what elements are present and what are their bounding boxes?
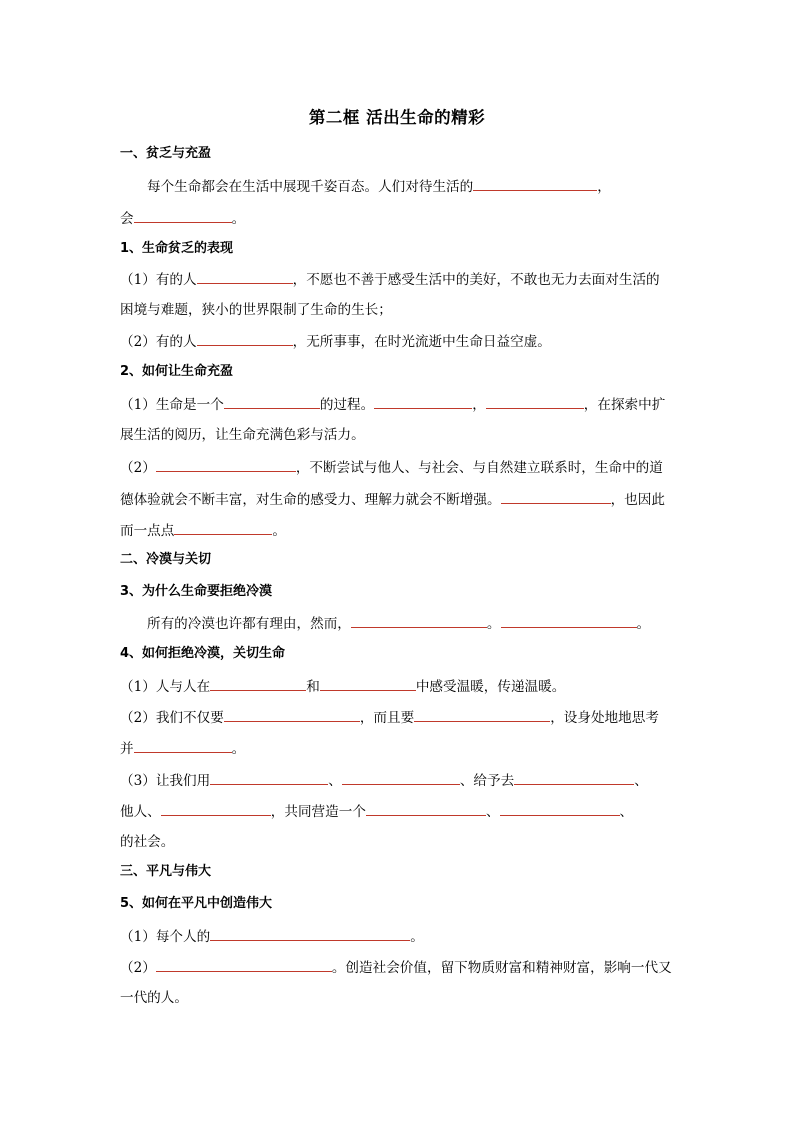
question-heading-4: 4、如何拒绝冷漠，关切生命 <box>120 646 286 661</box>
text: ，不愿也不善于感受生活中的美好，不敢也无力去面对生活的 <box>292 272 660 288</box>
text: 并 <box>120 741 134 757</box>
question-heading-3: 3、为什么生命要拒绝冷漠 <box>120 584 273 599</box>
text: （2）有的人 <box>120 334 197 350</box>
fill-blank[interactable] <box>156 457 296 472</box>
text: 所有的冷漠也许都有理由，然而， <box>147 616 351 632</box>
text: 他人、 <box>120 804 161 820</box>
fill-blank[interactable] <box>473 176 597 191</box>
fill-blank[interactable] <box>197 331 293 346</box>
paragraph-line <box>120 208 680 229</box>
item-line <box>120 457 680 478</box>
fill-blank[interactable] <box>134 738 232 753</box>
text: 、 <box>634 773 648 789</box>
section-heading-3: 三、平凡与伟大 <box>120 864 212 879</box>
item-line: 展生活的阅历，让生命充满色彩与活力。 <box>120 427 365 443</box>
item-line <box>120 957 680 978</box>
item-line: 的社会。 <box>120 834 175 850</box>
fill-blank[interactable] <box>501 489 611 504</box>
fill-blank[interactable] <box>134 208 232 223</box>
text: ， <box>472 397 486 413</box>
text: ，共同营造一个 <box>270 804 366 820</box>
text: 会 <box>120 211 134 227</box>
text: ，在探索中扩 <box>583 397 666 413</box>
fill-blank[interactable] <box>486 394 584 409</box>
paragraph-line <box>120 613 707 634</box>
item-line <box>120 520 680 541</box>
fill-blank[interactable] <box>210 770 328 785</box>
paragraph-line <box>120 176 707 197</box>
text: 。 <box>486 616 501 632</box>
text: 。 <box>636 616 651 632</box>
text: （3）让我们用 <box>120 773 211 789</box>
item-line <box>120 707 680 728</box>
item-line <box>120 394 680 415</box>
text: 和 <box>306 679 320 695</box>
fill-blank[interactable] <box>500 801 620 816</box>
fill-blank[interactable] <box>224 394 320 409</box>
item-line <box>120 331 680 352</box>
text: 的过程。 <box>319 397 375 413</box>
fill-blank[interactable] <box>501 613 637 628</box>
fill-blank[interactable] <box>161 801 271 816</box>
item-line <box>120 489 680 510</box>
text: 中感受温暖，传递温暖。 <box>415 679 566 695</box>
text: 。 <box>231 741 246 757</box>
text: 。创造社会价值，留下物质财富和精神财富，影响一代又 <box>331 960 672 976</box>
question-heading-2: 2、如何让生命充盈 <box>120 364 234 379</box>
fill-blank[interactable] <box>174 520 272 535</box>
text: ，设身处地地思考 <box>550 710 659 726</box>
text: ，也因此 <box>610 492 665 508</box>
fill-blank[interactable] <box>342 770 460 785</box>
section-heading-1: 一、贫乏与充盈 <box>120 146 212 161</box>
text: ，不断尝试与他人、与社会、与自然建立联系时，生命中的道 <box>295 460 663 476</box>
text: 德体验就会不断丰富，对生命的感受力、理解力就会不断增强。 <box>120 492 501 508</box>
text: ， <box>597 179 611 195</box>
text: ，无所事事，在时光流逝中生命日益空虚。 <box>292 334 551 350</box>
fill-blank[interactable] <box>414 707 550 722</box>
fill-blank[interactable] <box>224 707 360 722</box>
question-heading-1: 1、生命贫乏的表现 <box>120 241 234 256</box>
fill-blank[interactable] <box>351 613 487 628</box>
item-line: 一代的人。 <box>120 990 188 1006</box>
item-line: 困境与难题，狭小的世界限制了生命的生长； <box>120 302 392 318</box>
item-line <box>120 801 680 822</box>
fill-blank[interactable] <box>366 801 486 816</box>
text: 而一点点 <box>120 523 175 539</box>
text: （2）我们不仅要 <box>120 710 224 726</box>
section-heading-2: 二、冷漠与关切 <box>120 552 212 567</box>
item-line <box>120 738 680 759</box>
fill-blank[interactable] <box>156 957 332 972</box>
page-title: 第二框 活出生命的精彩 <box>308 108 486 127</box>
text: ，而且要 <box>359 710 415 726</box>
text: 、给予去 <box>459 773 515 789</box>
text: （2） <box>120 960 156 976</box>
fill-blank[interactable] <box>210 926 410 941</box>
fill-blank[interactable] <box>320 676 416 691</box>
text: （2） <box>120 460 156 476</box>
text: （1）有的人 <box>120 272 197 288</box>
item-line <box>120 770 680 791</box>
item-line <box>120 926 680 947</box>
text: （1）生命是一个 <box>120 397 224 413</box>
text: 、 <box>328 773 342 789</box>
fill-blank[interactable] <box>210 676 306 691</box>
item-line <box>120 269 680 290</box>
text: （1）每个人的 <box>120 929 211 945</box>
text: 每个生命都会在生活中展现千姿百态。人们对待生活的 <box>147 179 474 195</box>
text: 、 <box>619 804 634 820</box>
fill-blank[interactable] <box>197 269 293 284</box>
fill-blank[interactable] <box>514 770 634 785</box>
fill-blank[interactable] <box>374 394 472 409</box>
question-heading-5: 5、如何在平凡中创造伟大 <box>120 896 273 911</box>
item-line <box>120 676 680 697</box>
text: 。 <box>410 929 424 945</box>
text: 。 <box>272 523 286 539</box>
text: 。 <box>231 211 246 227</box>
text: （1）人与人在 <box>120 679 211 695</box>
text: 、 <box>485 804 500 820</box>
